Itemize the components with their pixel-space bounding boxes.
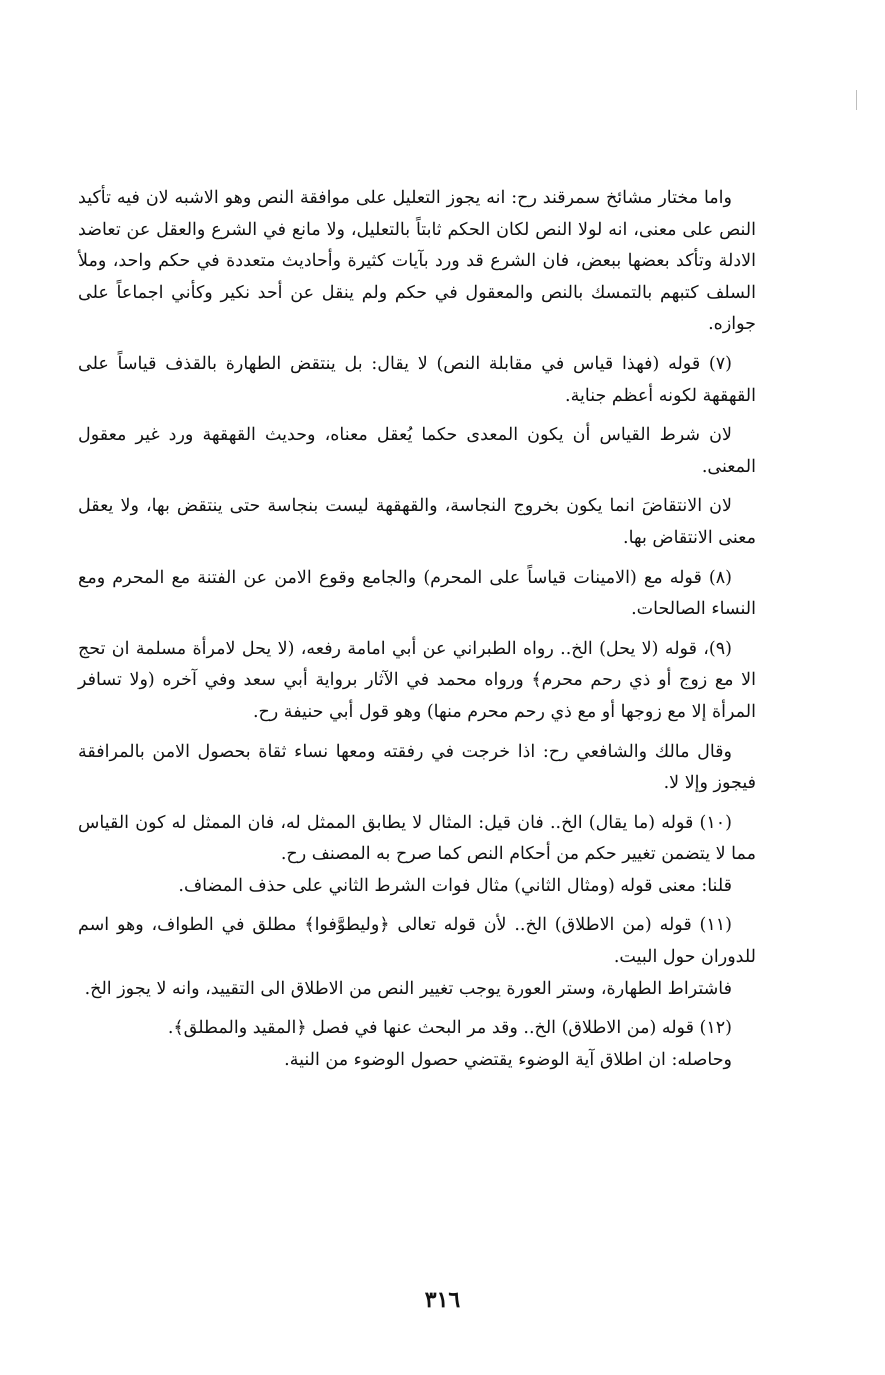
note-12-summary: وحاصله: ان اطلاق آية الوضوء يقتضي حصول الوضوء من النية. [284, 1049, 732, 1070]
paragraph-intro: واما مختار مشائخ سمرقند رح: انه يجوز التعليل على موافقة النص وهو الاشبه لان فيه تأكيد النص على معنى، انه لولا النص لكان الحكم ثابتاً بالتعليل، ولا مانع في الشرع والعقل عن تعاضد الادلة وتأكد بعضها ببعض، فان الشرع قد ورد بآيات كثيرة وأحاديث متعددة في حكم واحد، وملأ السلف كتبهم بالتمسك بالنص والمعقول في حكم ولم ينقل عن أحد نكير وكأني اجماعاً على جوازه. [78, 188, 756, 335]
note-7: (٧) قوله (فهذا قياس في مقابلة النص) لا يقال: بل ينتقض الطهارة بالقذف قياساً على القهقهة لكونه أعظم جناية. [78, 353, 756, 406]
note-7-explanation-1: لان شرط القياس أن يكون المعدى حكما يُعقل معناه، وحديث القهقهة ورد غير معقول المعنى. [78, 425, 756, 477]
note-11-explanation: فاشتراط الطهارة، وستر العورة يوجب تغيير النص من الاطلاق الى التقييد، وانه لا يجوز الخ. [84, 978, 732, 999]
note-12: (١٢) قوله (من الاطلاق) الخ.. وقد مر البحث عنها في فصل ﴿المقيد والمطلق﴾. [167, 1018, 732, 1039]
page-number: ٣١٦ [424, 1287, 461, 1313]
note-10: (١٠) قوله (ما يقال) الخ.. فان قيل: المثال لا يطابق الممثل له، فان الممثل له كون القياس مما لا يتضمن تغيير حكم من أحكام النص كما صرح به المصنف رح. [78, 812, 756, 865]
note-8: (٨) قوله مع (الامينات قياساً على المحرم) والجامع وقوع الامن عن الفتنة مع المحرم ومع النساء الصالحات. [78, 567, 756, 620]
note-11: (١١) قوله (من الاطلاق) الخ.. لأن قوله تعالى ﴿وليطوَّفوا﴾ مطلق في الطواف، وهو اسم للدوران حول البيت. [78, 915, 756, 968]
note-7-explanation-2: لان الانتقاضَ انما يكون بخروج النجاسة، والقهقهة ليست بنجاسة حتى ينتقض بها، ولا يعقل معنى الانتقاض بها. [78, 496, 756, 548]
margin-mark [856, 90, 857, 110]
note-9: (٩)، قوله (لا يحل) الخ.. رواه الطبراني عن أبي امامة رفعه، (لا يحل لامرأة مسلمة ان تحج الا مع زوج أو ذي رحم محرم﴾ ورواه محمد في الآثار برواية أبي سعد وفي آخره (ولا تسافر المرأة إلا مع زوجها أو مع ذي رحم محرم منها) وهو قول أبي حنيفة رح. [78, 638, 756, 722]
note-10-answer: قلنا: معنى قوله (ومثال الثاني) مثال فوات الشرط الثاني على حذف المضاف. [178, 875, 732, 896]
note-9-explanation: وقال مالك والشافعي رح: اذا خرجت في رفقته ومعها نساء ثقاة بحصول الامن بالمرافقة فيجوز وإلا لا. [78, 741, 756, 794]
main-text [78, 183, 756, 1076]
